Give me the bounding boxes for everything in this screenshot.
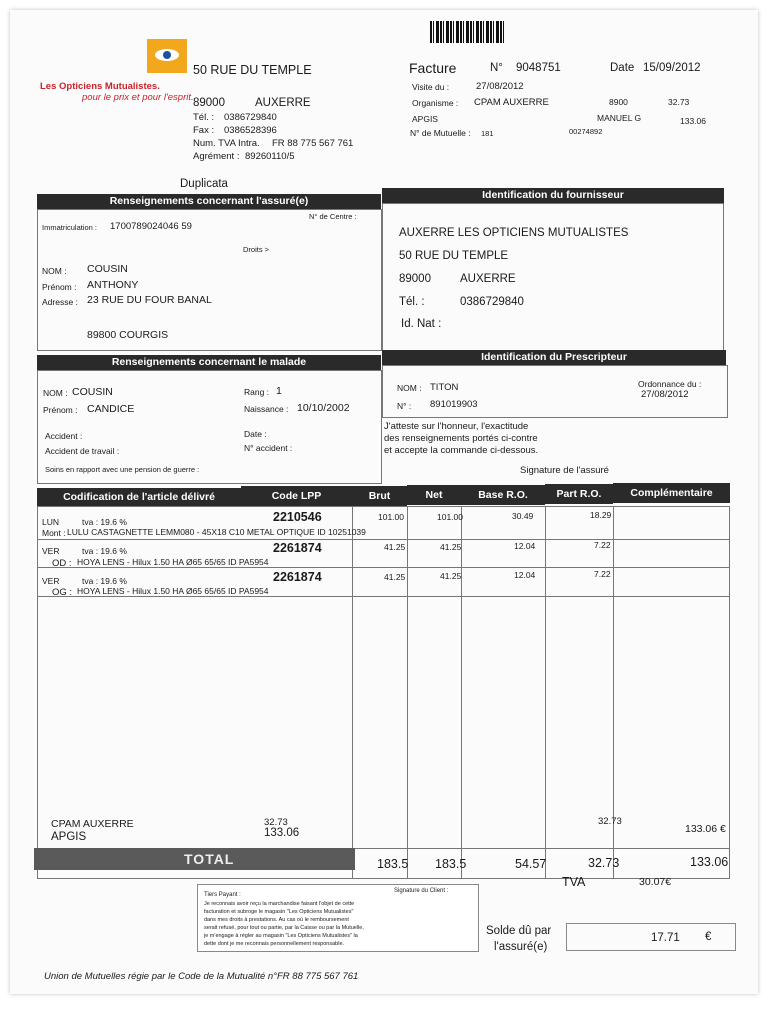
malade-prenom-label: Prénom : (43, 405, 78, 415)
attestation-line-2: des renseignements portés ci-contre (384, 433, 538, 444)
notice-line: serait refusé, pour tout ou partie, par la Caisse ou par la Mutuelle, (204, 925, 364, 931)
header-tel-label: Tél. : (193, 112, 215, 123)
invoice-date-label: Date (610, 62, 635, 74)
accident-label: Accident : (45, 431, 83, 441)
accident-date-label: Date : (244, 429, 267, 439)
total-label: TOTAL (34, 848, 355, 870)
total-part-ro: 32.73 (588, 856, 620, 870)
row-base-ro: 30.49 (512, 511, 534, 521)
col-header-part-ro: Part R.O. (545, 484, 613, 504)
row-tva: tva : 19.6 % (82, 546, 127, 556)
mutuelle-amount: 133.06 (680, 116, 706, 126)
signature-assure-label: Signature de l'assuré (520, 465, 609, 476)
malade-rang-label: Rang : (244, 387, 270, 397)
header-tva: FR 88 775 567 761 (272, 138, 354, 149)
header-fax-label: Fax : (193, 125, 215, 136)
row-net: 41.25 (440, 542, 462, 552)
total-net: 183.5 (435, 857, 467, 871)
row-code-lpp: 2261874 (273, 570, 322, 584)
header-tva-label: Num. TVA Intra. (193, 138, 260, 149)
visite-label: Visite du : (412, 82, 450, 92)
row-part-ro: 7.22 (594, 540, 611, 550)
summary-org1-amount: 32.73 (264, 817, 288, 828)
mutuelle-no-label: N° de Mutuelle : (410, 128, 471, 138)
summary-part-ro: 32.73 (598, 816, 622, 827)
col-header-base-ro: Base R.O. (461, 485, 545, 505)
row-sub-type: Mont : (42, 528, 66, 538)
fournisseur-heading: Identification du fournisseur (382, 188, 724, 203)
total-brut: 183.5 (377, 857, 409, 871)
prescripteur-heading: Identification du Prescripteur (382, 350, 726, 365)
fournisseur-idnat-label: Id. Nat : (401, 318, 442, 330)
notice-title: Tiers Payant : (204, 892, 241, 898)
immat-label: Immatriculation : (42, 223, 98, 232)
organisme-amount: 32.73 (668, 97, 690, 107)
row-brut: 101.00 (378, 512, 404, 522)
summary-org2: APGIS (51, 831, 87, 843)
row-brut: 41.25 (384, 542, 406, 552)
eye-logo-icon (147, 39, 187, 73)
soins-label: Soins en rapport avec une pension de guerre : (45, 465, 200, 474)
malade-naissance: 10/10/2002 (297, 402, 350, 414)
mutuelle-no: 181 (481, 129, 494, 138)
attestation-line-3: et accepte la commande ci-dessous. (384, 445, 539, 456)
malade-heading: Renseignements concernant le malade (37, 355, 381, 370)
assure-adresse: 23 RUE DU FOUR BANAL (87, 294, 212, 306)
fournisseur-name: AUXERRE LES OPTICIENS MUTUALISTES (399, 227, 629, 239)
immat-value: 1700789024046 59 (110, 221, 192, 232)
col-header-code-lpp: Code LPP (241, 486, 352, 506)
mutuelle-contact: MANUEL G (597, 113, 642, 123)
summary-complementaire: 133.06 € (685, 823, 726, 835)
prescripteur-no: 891019903 (430, 399, 478, 410)
total-base-ro: 54.57 (515, 857, 547, 871)
notice-line: je m'engage à régler au magasin "Les Opticiens Mutualistes" la (204, 933, 358, 939)
prescripteur-no-label: N° : (397, 401, 412, 411)
malade-rang: 1 (276, 385, 282, 397)
logo-name: Les Opticiens Mutualistes. (40, 81, 160, 92)
summary-org1: CPAM AUXERRE (51, 818, 134, 830)
barcode-icon (430, 21, 506, 43)
fournisseur-tel-label: Tél. : (399, 296, 425, 308)
assure-nom-label: NOM : (42, 266, 67, 276)
malade-nom: COUSIN (72, 386, 113, 398)
row-brut: 41.25 (384, 572, 406, 582)
col-header-brut: Brut (352, 486, 407, 506)
visite-date: 27/08/2012 (476, 81, 524, 92)
header-city: AUXERRE (255, 97, 311, 109)
malade-naissance-label: Naissance : (244, 404, 289, 414)
organisme-code: 8900 (609, 97, 628, 107)
total-complementaire: 133.06 (690, 855, 729, 869)
notice-line: Je reconnais avoir reçu la marchandise faisant l'objet de cette (204, 901, 355, 907)
row-net: 41.25 (440, 571, 462, 581)
assure-heading: Renseignements concernant l'assuré(e) (37, 194, 381, 209)
tva-label: TVA (562, 875, 586, 889)
mutuelle-name: APGIS (412, 114, 438, 124)
header-address: 50 RUE DU TEMPLE (193, 63, 312, 77)
row-description: LULU CASTAGNETTE LEMM080 - 45X18 C10 METAL OPTIQUE ID 10251039 (67, 527, 366, 537)
n-accident-label: N° accident : (244, 443, 293, 453)
assure-prenom: ANTHONY (87, 279, 139, 291)
summary-org2-amount: 133.06 (264, 827, 300, 839)
solde-label-line-1: Solde dû par (486, 925, 552, 937)
row-part-ro: 18.29 (590, 510, 612, 520)
tiers-payant-notice (197, 884, 479, 952)
prescripteur-nom: TITON (430, 382, 459, 393)
notice-line: facturation et subroge le magasin "Les Opticiens Mutualistes" (204, 909, 354, 915)
row-type: LUN (42, 517, 60, 527)
notice-line: dans mes droits à prestations. Au cas où le remboursement (204, 917, 349, 923)
invoice-number-label: N° (490, 62, 503, 74)
droits-label: Droits > (243, 245, 270, 254)
row-tva: tva : 19.6 % (82, 576, 127, 586)
assure-nom: COUSIN (87, 263, 128, 275)
row-code-lpp: 2210546 (273, 510, 322, 524)
header-agrement: 89260110/5 (245, 151, 295, 162)
solde-amount: 17.71 (651, 932, 680, 944)
centre-label: N° de Centre : (309, 212, 357, 221)
fournisseur-tel: 0386729840 (460, 296, 524, 308)
invoice-date: 15/09/2012 (643, 62, 701, 74)
footer-text: Union de Mutuelles régie par le Code de la Mutualité n°FR 88 775 567 761 (44, 971, 359, 982)
solde-box (566, 923, 736, 951)
assure-adresse-label: Adresse : (42, 297, 78, 307)
row-base-ro: 12.04 (514, 541, 536, 551)
row-base-ro: 12.04 (514, 570, 536, 580)
organisme-name: CPAM AUXERRE (474, 97, 549, 108)
fournisseur-address: 50 RUE DU TEMPLE (399, 250, 509, 262)
col-header-codification: Codification de l'article délivré (37, 488, 241, 506)
notice-signature-label: Signature du Client : (394, 888, 449, 894)
row-code-lpp: 2261874 (273, 541, 322, 555)
row-part-ro: 7.22 (594, 569, 611, 579)
invoice-title: Facture (409, 60, 457, 76)
duplicata-label: Duplicata (180, 178, 228, 190)
header-postcode: 89000 (193, 97, 225, 109)
row-type: VER (42, 546, 60, 556)
header-tel: 0386729840 (224, 112, 277, 123)
header-fax: 0386528396 (224, 125, 277, 136)
row-description: HOYA LENS - Hilux 1.50 HA Ø65 65/65 ID PA5954 (77, 586, 269, 596)
row-net: 101.00 (437, 512, 463, 522)
accident-travail-label: Accident de travail : (45, 446, 120, 456)
ordonnance-date: 27/08/2012 (641, 389, 689, 400)
col-header-complementaire: Complémentaire (613, 483, 730, 503)
fournisseur-postcode: 89000 (399, 273, 431, 285)
row-description: HOYA LENS - Hilux 1.50 HA Ø65 65/65 ID PA5954 (77, 557, 269, 567)
fournisseur-city: AUXERRE (460, 273, 516, 285)
row-sub-type: OD : (52, 558, 72, 569)
mutuelle-ref: 00274892 (569, 127, 603, 136)
row-sub-type: OG : (52, 587, 73, 598)
tva-value: 30.07€ (639, 876, 672, 888)
logo-slogan: pour le prix et pour l'esprit. (82, 92, 194, 103)
col-header-net: Net (407, 485, 461, 505)
row-type: VER (42, 576, 60, 586)
prescripteur-nom-label: NOM : (397, 383, 422, 393)
solde-currency: € (705, 931, 712, 943)
assure-prenom-label: Prénom : (42, 282, 77, 292)
solde-label-line-2: l'assuré(e) (494, 941, 548, 953)
malade-nom-label: NOM : (43, 388, 68, 398)
notice-line: dette dont je me reconnais personnellement responsable. (204, 941, 345, 947)
ordonnance-label: Ordonnance du : (638, 379, 702, 389)
attestation-line-1: J'atteste sur l'honneur, l'exactitude (384, 421, 529, 432)
header-agrement-label: Agrément : (193, 151, 240, 162)
row-tva: tva : 19.6 % (82, 517, 127, 527)
assure-ville: 89800 COURGIS (87, 329, 169, 341)
malade-prenom: CANDICE (87, 403, 135, 415)
invoice-number: 9048751 (516, 62, 561, 74)
organisme-label: Organisme : (412, 98, 459, 108)
